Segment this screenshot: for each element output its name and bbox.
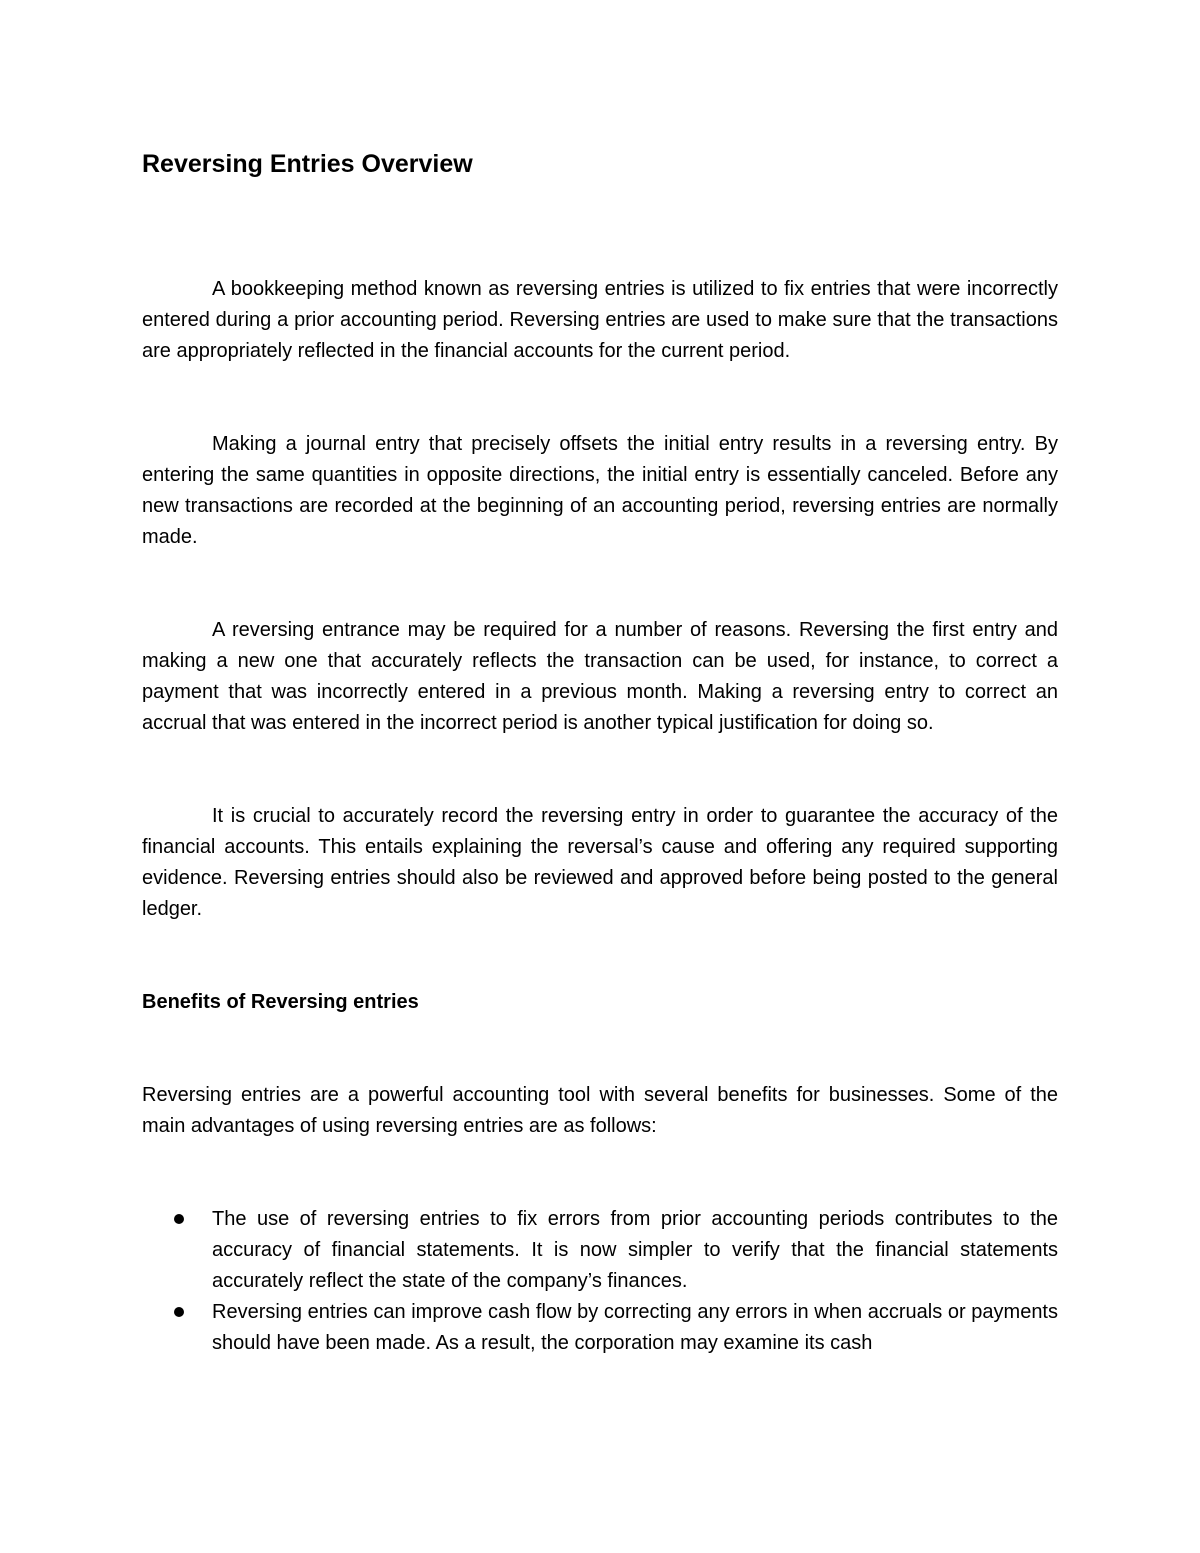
document-title: Reversing Entries Overview <box>142 150 473 178</box>
benefits-heading: Benefits of Reversing entries <box>142 991 419 1013</box>
paragraph-intro: A bookkeeping method known as reversing entries is utilized to fix entries that were incorrectly entered during a prior accounting period. Reversing entries are used to make sure that the transactions are appropriately reflected in the financial accounts for the current period. <box>142 278 1058 362</box>
bullet-icon <box>174 1214 184 1224</box>
benefits-list <box>142 1204 1058 1359</box>
paragraph-reasons: A reversing entrance may be required for a number of reasons. Reversing the first entry and making a new one that accurately reflects the transaction can be used, for instance, to correct a payment that was incorrectly entered in a previous month. Making a reversing entry to correct an accrual that was entered in the incorrect period is another typical justification for doing so. <box>142 619 1058 734</box>
bullet-text: Reversing entries can improve cash flow by correcting any errors in when accruals or payments should have been made. As a result, the corporation may examine its cash <box>212 1301 1058 1354</box>
list-item <box>142 1297 1058 1359</box>
benefits-intro: Reversing entries are a powerful accounting tool with several benefits for businesses. Some of the main advantages of using reversing entries are as follows: <box>142 1084 1058 1137</box>
bullet-text: The use of reversing entries to fix errors from prior accounting periods contributes to the accuracy of financial statements. It is now simpler to verify that the financial statements accurately reflect the state of the company’s finances. <box>212 1208 1058 1292</box>
bullet-icon <box>174 1307 184 1317</box>
document-body <box>142 148 1058 1359</box>
paragraph-recording: It is crucial to accurately record the reversing entry in order to guarantee the accuracy of the financial accounts. This entails explaining the reversal’s cause and offering any required supporting evidence. Reversing entries should also be reviewed and approved before being posted to the general ledger. <box>142 805 1058 920</box>
paragraph-journal-entry: Making a journal entry that precisely offsets the initial entry results in a reversing entry. By entering the same quantities in opposite directions, the initial entry is essentially canceled. Before any new transactions are recorded at the beginning of an accounting period, reversing entries are normally made. <box>142 433 1058 548</box>
list-item <box>142 1204 1058 1297</box>
